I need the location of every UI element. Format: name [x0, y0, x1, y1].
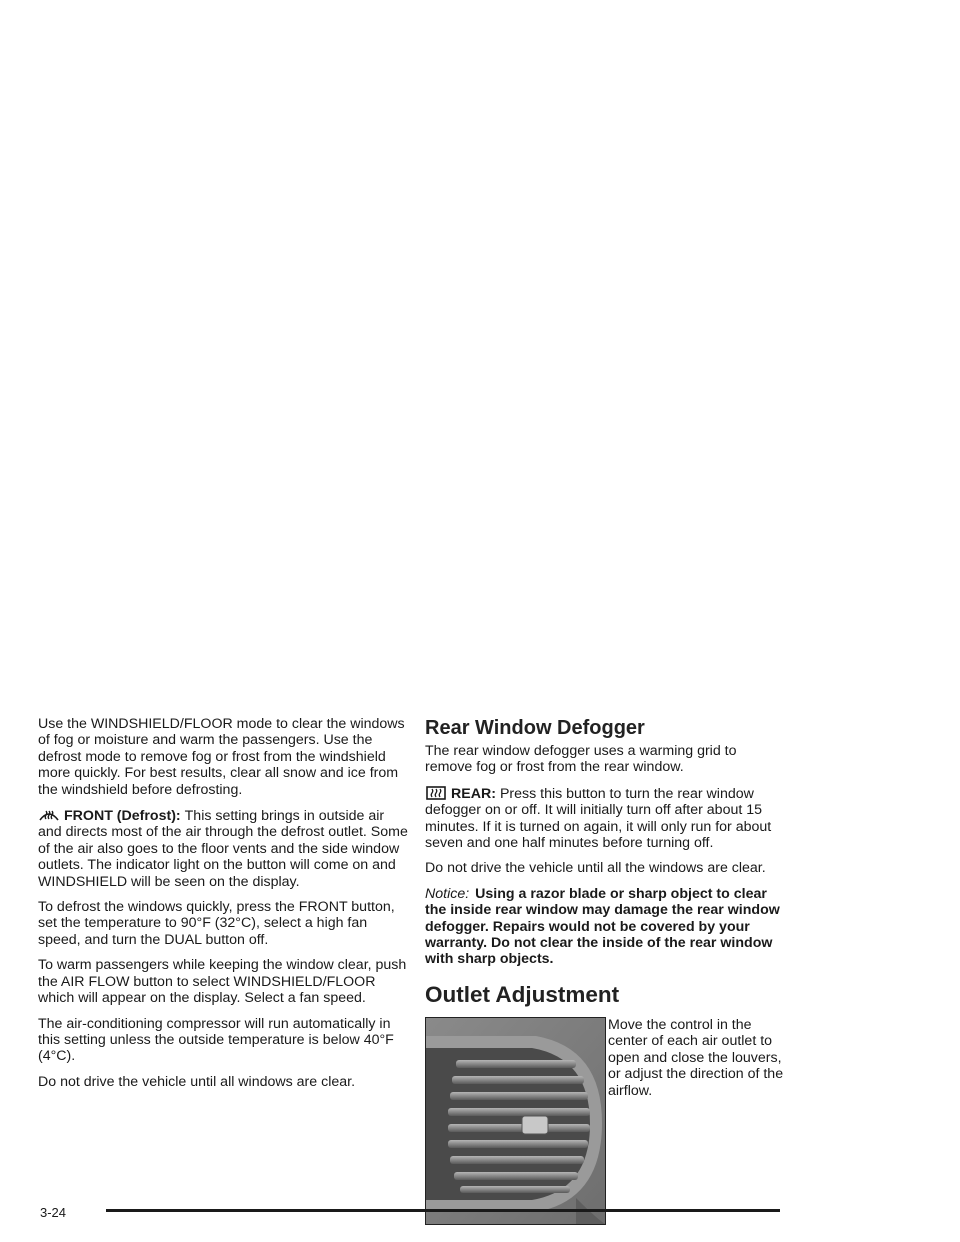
rear-label: REAR: [451, 785, 496, 802]
paragraph-rear-do-not-drive: Do not drive the vehicle until all the windows are clear. [425, 860, 766, 877]
notice-text: Using a razor blade or sharp object to clear the inside rear window may damage the rear window defogger. Repairs would not be covered by your warranty. Do not clear the inside of the rear window with sharp objects. [425, 885, 780, 968]
page-number: 3-24 [40, 1205, 67, 1220]
paragraph-outlet: Move the control in the center of each air outlet to open and close the louvers, or adjust the direction of the airflow. [608, 1016, 784, 1099]
right-column [425, 716, 785, 1237]
air-outlet-photo [425, 1017, 606, 1225]
paragraph-warm-passengers: To warm passengers while keeping the window clear, push the AIR FLOW button to select WINDSHIELD/FLOOR which will appear on the display. Select a fan speed. [38, 957, 407, 1007]
outlet-section [425, 1017, 785, 1237]
rear-defrost-icon [425, 785, 447, 801]
footer-rule [106, 1209, 780, 1212]
paragraph-do-not-drive: Do not drive the vehicle until all windows are clear. [38, 1073, 356, 1090]
paragraph-front-defrost [38, 807, 408, 890]
front-defrost-label: FRONT (Defrost): [64, 808, 181, 825]
paragraph-quick-defrost: To defrost the windows quickly, press the FRONT button, set the temperature to 90°F (32°C), select a high fan speed, and turn the DUAL button off. [38, 899, 395, 948]
paragraph-rear-button [425, 785, 785, 852]
front-defrost-text: This setting brings in outside air and directs most of the air through the defrost outlet. Some of the air also goes to the floor vents and the side window outlets. The indicator light on the button will come on and WINDSHIELD will be seen on the display. [38, 808, 408, 890]
notice-block [425, 886, 785, 968]
rear-text: Press this button to turn the rear window defogger on or off. It will initially turn off after about 15 minutes. If it is turned on again, it will only run for about seven and one half minutes before turning off. [425, 785, 772, 852]
front-defrost-icon [38, 807, 60, 823]
notice-label: Notice: [425, 885, 470, 902]
paragraph-compressor: The air-conditioning compressor will run automatically in this setting unless the outside temperature is below 40°F (4°C). [38, 1015, 394, 1065]
left-column [38, 716, 408, 1099]
rear-defogger-heading: Rear Window Defogger [425, 717, 645, 739]
outlet-adjustment-heading: Outlet Adjustment [425, 981, 620, 1007]
paragraph-rear-intro: The rear window defogger uses a warming grid to remove fog or frost from the rear window. [425, 743, 737, 776]
paragraph-windshield-floor: Use the WINDSHIELD/FLOOR mode to clear the windows of fog or moisture and warm the passengers. Use the defrost mode to remove fog or frost from the windshield more quickly. For best results, clear all snow and ice from the windshield before defrosting. [38, 716, 405, 798]
